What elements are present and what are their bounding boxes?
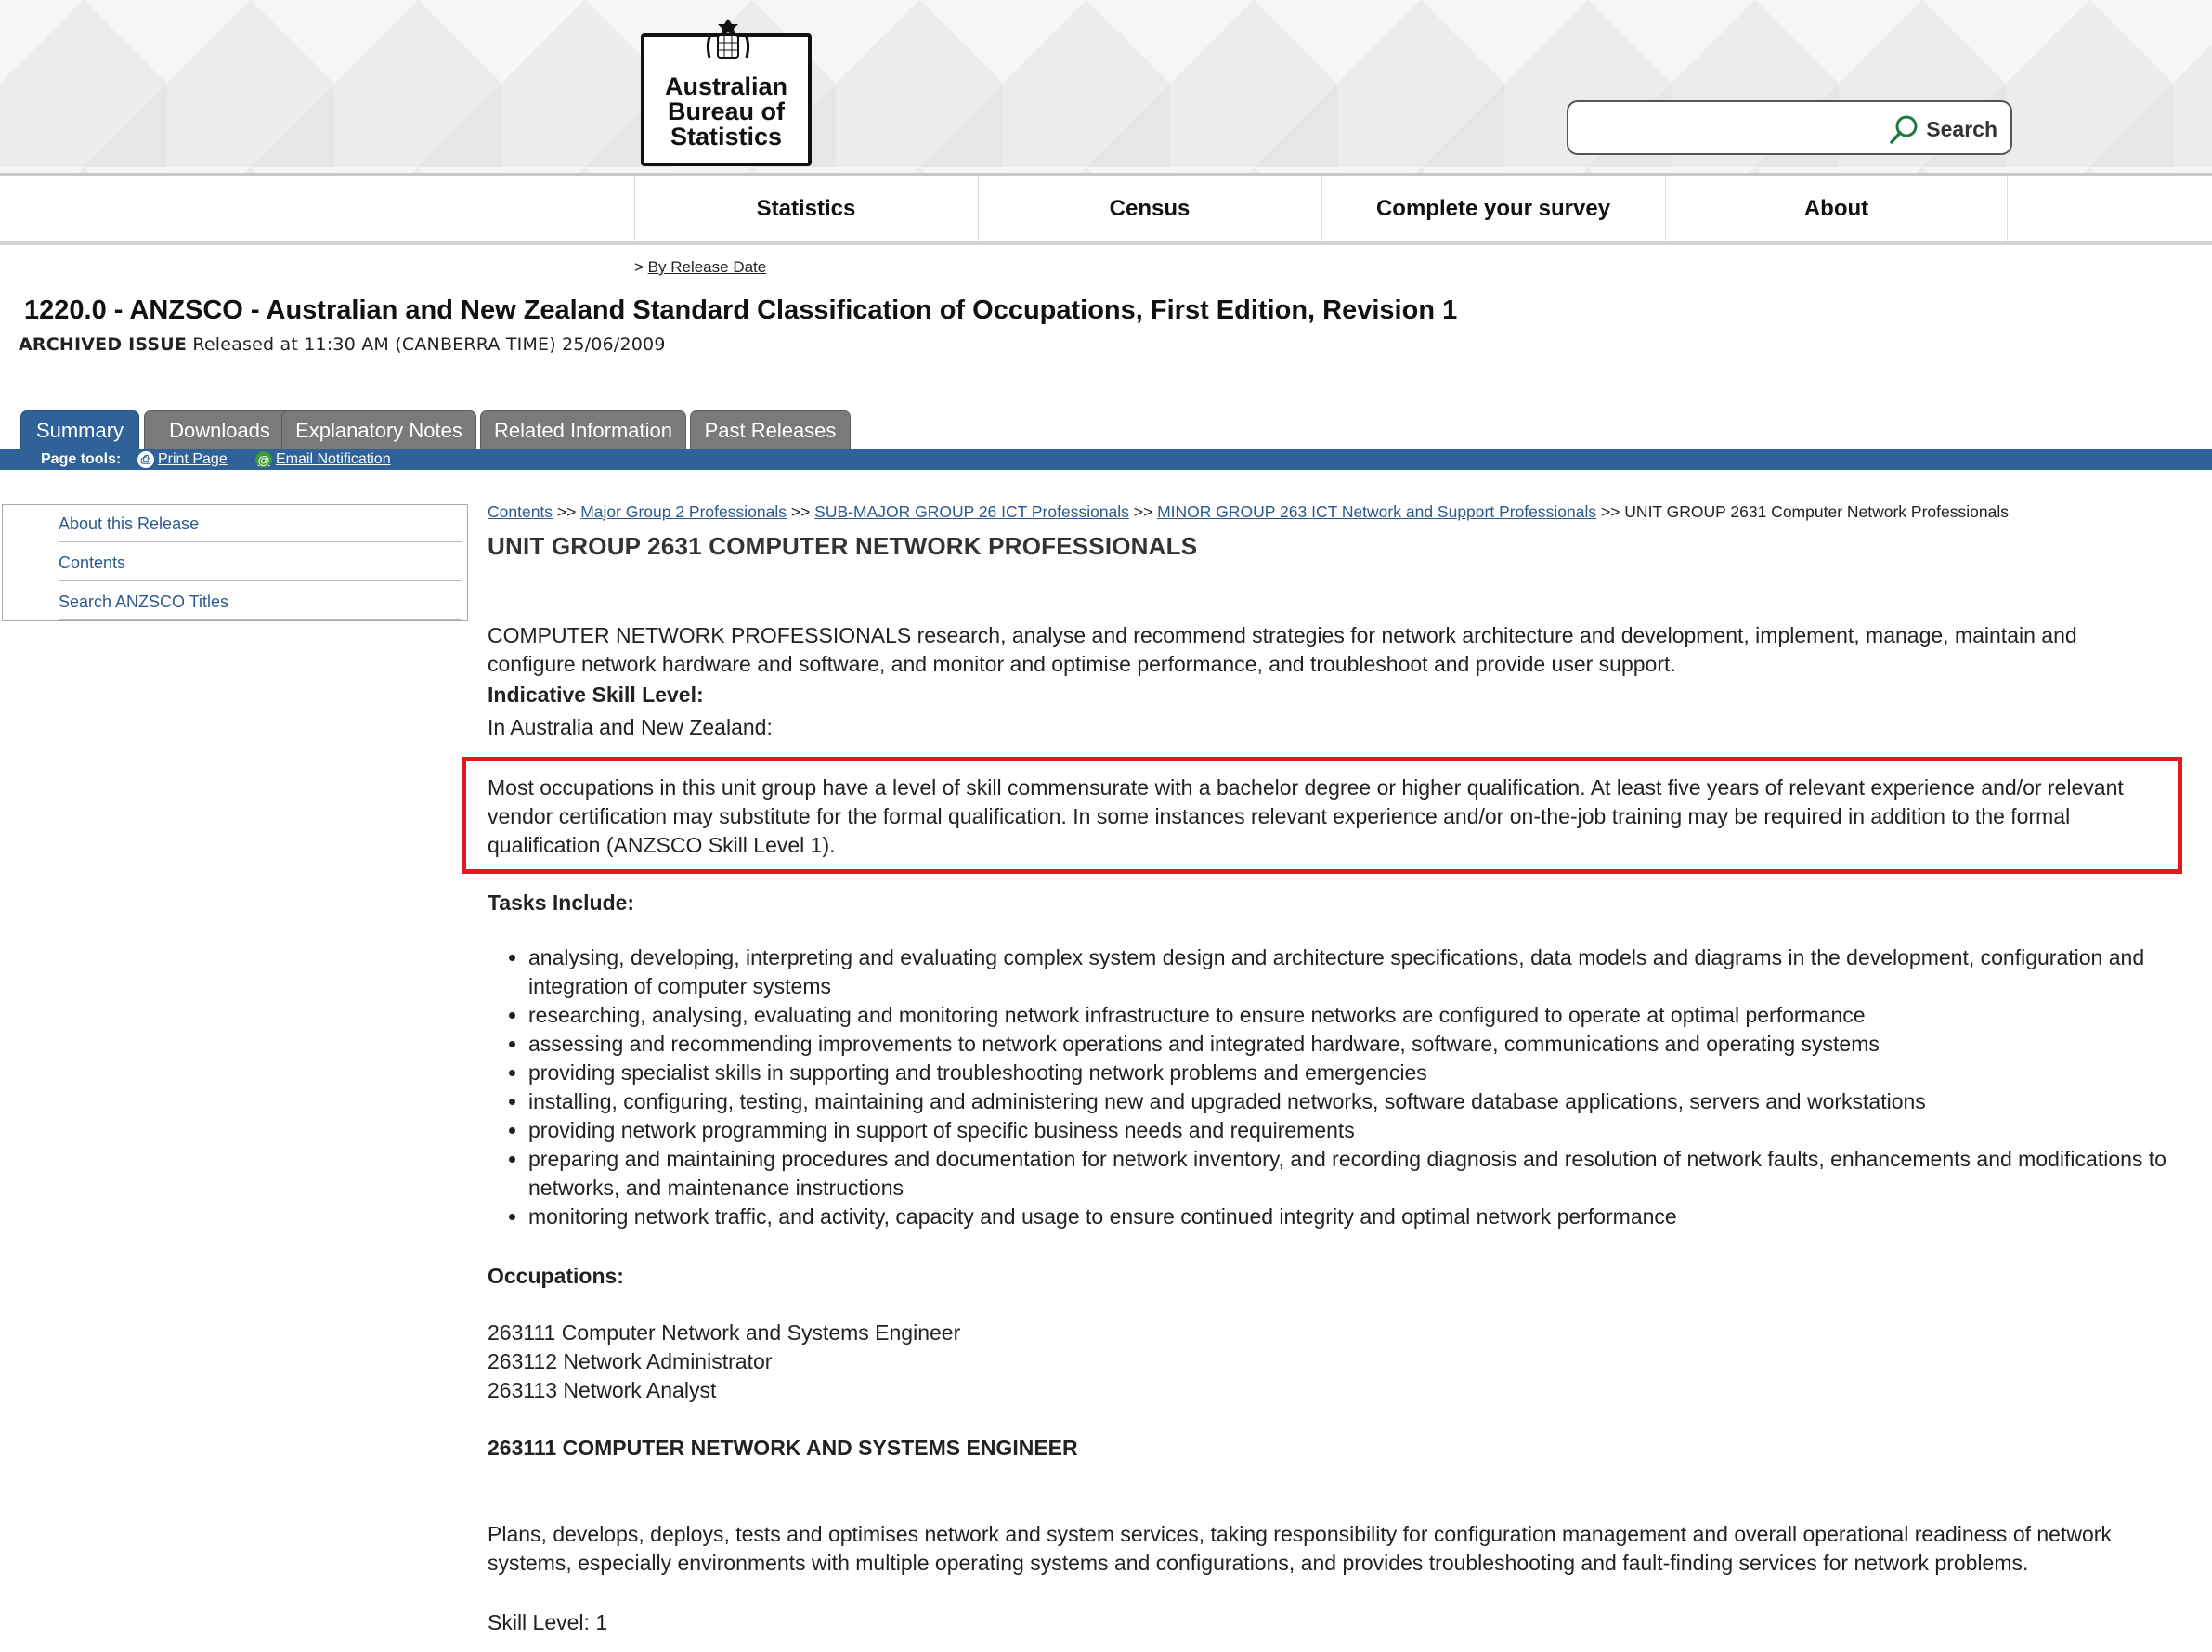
release-info	[19, 334, 666, 355]
tab-past-releases[interactable]: Past Releases	[690, 410, 851, 449]
archived-issue-label: ARCHIVED ISSUE	[19, 334, 188, 355]
search-icon	[1889, 113, 1920, 145]
printer-icon: ⎙	[137, 451, 154, 468]
page-tools-bar	[0, 449, 2212, 470]
breadcrumb-separator: >>	[1596, 502, 1625, 521]
unit-group-heading: UNIT GROUP 2631 COMPUTER NETWORK PROFESSIONALS	[488, 532, 1198, 560]
page-tools-label: Page tools:	[41, 451, 122, 467]
coat-of-arms-icon	[691, 13, 765, 69]
by-release-date-link[interactable]: By Release Date	[647, 258, 767, 276]
search-button[interactable]	[1889, 111, 1997, 147]
tab-downloads[interactable]: Downloads	[144, 410, 295, 449]
task-item: • providing network programming in support of specific business needs and requirements	[528, 1116, 2181, 1145]
skill-level-highlight	[462, 757, 2182, 874]
sidebar-item-contents[interactable]: Contents	[59, 546, 462, 581]
skill-level-heading: Indicative Skill Level:	[488, 683, 704, 707]
task-item: • monitoring network traffic, and activity, capacity and usage to ensure continued integrity and optimal network performance	[528, 1203, 2181, 1231]
breadcrumb-separator: >>	[1128, 502, 1158, 521]
search-input[interactable]	[1580, 110, 1862, 147]
occupations-heading: Occupations:	[488, 1264, 624, 1288]
tab-explanatory-notes[interactable]: Explanatory Notes	[281, 410, 476, 449]
skill-level-text: Most occupations in this unit group have a level of skill commensurate with a bachelor degree or higher qualification. At least five years of relevant experience and/or relevant vendor certification may substitute for the formal qualification. In some instances relevant experience and/or on-the-job training may be required in addition to the formal qualification (ANZSCO Skill Level 1).	[488, 775, 2124, 857]
page-title: 1220.0 - ANZSCO - Australian and New Zealand Standard Classification of Occupations, First Edition, Revision 1	[24, 295, 1458, 325]
task-item: • analysing, developing, interpreting and evaluating complex system design and architecture specifications, data models and diagrams in the development, configuration and integration of computer systems	[528, 943, 2181, 1001]
print-page-label: Print Page	[158, 451, 228, 467]
email-notification-link[interactable]	[255, 451, 391, 468]
task-item: • preparing and maintaining procedures and documentation for network inventory, and recording diagnosis and resolution of network faults, enhancements and modifications to networks, and maintenance instructions	[528, 1145, 2181, 1203]
occupation-item: 263113 Network Analyst	[488, 1378, 717, 1402]
unit-description: COMPUTER NETWORK PROFESSIONALS research, analyse and recommend strategies for network architecture and development, implement, manage, maintain and configure network hardware and software, and monitor and optimise performance, and troubleshoot and provide user support.	[488, 623, 2077, 676]
breadcrumb-minor-group-263[interactable]: MINOR GROUP 263 ICT Network and Support Professionals	[1157, 502, 1597, 521]
crumb-prefix: >	[634, 258, 648, 276]
nav-complete-your-survey[interactable]: Complete your survey	[1321, 176, 1664, 241]
sidebar-item-about-release[interactable]: About this Release	[59, 507, 462, 542]
nav-census[interactable]: Census	[978, 176, 1321, 241]
release-date-crumb	[634, 258, 766, 277]
occupation-skill-level: Skill Level: 1	[488, 1610, 608, 1634]
tab-summary[interactable]: Summary	[20, 410, 139, 449]
tasks-heading: Tasks Include:	[488, 891, 635, 915]
sidebar-item-search-titles[interactable]: Search ANZSCO Titles	[59, 585, 462, 620]
task-item: • assessing and recommending improvements to network operations and integrated hardware, software, communications and operating systems	[528, 1030, 2181, 1059]
print-page-link[interactable]	[137, 451, 228, 468]
logo-text: Australian Bureau of Statistics	[664, 72, 788, 150]
nav-about[interactable]: About	[1665, 176, 2008, 241]
tasks-list	[488, 943, 2181, 1231]
occupation-item: 263111 Computer Network and Systems Engineer	[488, 1320, 961, 1345]
site-header	[0, 0, 2212, 176]
skill-level-intro: In Australia and New Zealand:	[488, 715, 773, 739]
breadcrumb-current: UNIT GROUP 2631 Computer Network Professionals	[1624, 502, 2009, 521]
breadcrumb-major-group-2[interactable]: Major Group 2 Professionals	[580, 502, 787, 521]
email-notification-label: Email Notification	[276, 451, 391, 467]
abs-logo[interactable]	[641, 33, 812, 166]
release-sidebar	[2, 504, 468, 621]
release-date-text: Released at 11:30 AM (CANBERRA TIME) 25/06/2009	[187, 334, 666, 355]
main-nav	[0, 176, 2212, 245]
task-item: • researching, analysing, evaluating and monitoring network infrastructure to ensure networks are configured to operate at optimal performance	[528, 1001, 2181, 1030]
breadcrumb-separator: >>	[553, 502, 581, 521]
search-button-label: Search	[1926, 116, 1997, 141]
occupations-list	[488, 1319, 960, 1405]
occupation-detail-heading: 263111 COMPUTER NETWORK AND SYSTEMS ENGINEER	[488, 1436, 1078, 1460]
breadcrumb-contents[interactable]: Contents	[488, 502, 553, 521]
breadcrumb-separator: >>	[787, 502, 815, 521]
task-item: • providing specialist skills in supporting and troubleshooting network problems and emergencies	[528, 1059, 2181, 1087]
occupation-item: 263112 Network Administrator	[488, 1349, 773, 1373]
email-at-icon: @	[255, 451, 272, 468]
breadcrumb	[488, 502, 2009, 522]
task-item: • installing, configuring, testing, maintaining and administering new and upgraded networks, software database applications, servers and workstations	[528, 1087, 2181, 1116]
nav-statistics[interactable]: Statistics	[634, 176, 977, 241]
occupation-detail-text: Plans, develops, deploys, tests and optimises network and system services, taking responsibility for configuration management and overall operational readiness of network systems, especially environments with multiple operating systems and configurations, and provides troubleshooting and fault-finding services for network problems.	[488, 1522, 2112, 1575]
tab-related-information[interactable]: Related Information	[480, 410, 686, 449]
search-box	[1567, 100, 2012, 155]
breadcrumb-sub-major-group-26[interactable]: SUB-MAJOR GROUP 26 ICT Professionals	[814, 502, 1129, 521]
